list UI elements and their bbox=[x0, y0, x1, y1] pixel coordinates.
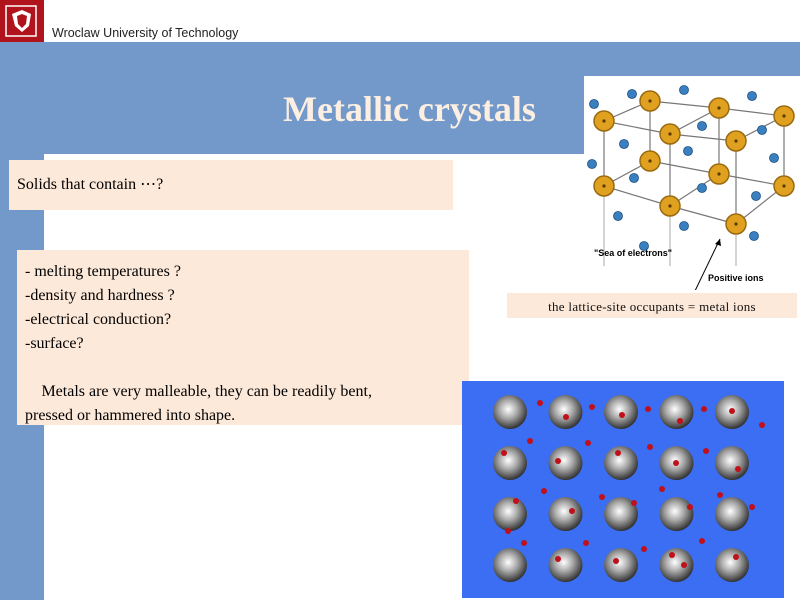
institution-name: Wroclaw University of Technology bbox=[52, 26, 239, 40]
free-electron bbox=[583, 540, 589, 546]
free-electron bbox=[555, 458, 561, 464]
electron bbox=[770, 154, 779, 163]
free-electron bbox=[749, 504, 755, 510]
question-text: Solids that contain ⋯? bbox=[17, 176, 164, 193]
free-electron bbox=[677, 418, 683, 424]
electron bbox=[614, 212, 623, 221]
metal-ion-sphere bbox=[660, 395, 694, 429]
free-electron bbox=[541, 488, 547, 494]
free-electron bbox=[647, 444, 653, 450]
electron bbox=[628, 90, 637, 99]
metal-ion-sphere bbox=[604, 395, 638, 429]
metal-ion-sphere bbox=[549, 446, 583, 480]
metal-ion-sphere bbox=[549, 395, 583, 429]
free-electron bbox=[505, 528, 511, 534]
bullet-surface: -surface? bbox=[25, 335, 84, 352]
lattice-caption: the lattice-site occupants = metal ions bbox=[548, 299, 756, 314]
ion-charge-mark bbox=[668, 204, 671, 207]
ion-charge-mark bbox=[717, 172, 720, 175]
free-electron bbox=[615, 450, 621, 456]
free-electron bbox=[701, 406, 707, 412]
free-electron bbox=[569, 508, 575, 514]
free-electron bbox=[501, 450, 507, 456]
ion-sphere-model-figure bbox=[462, 381, 784, 598]
metal-ion-sphere bbox=[604, 446, 638, 480]
free-electron bbox=[585, 440, 591, 446]
metal-ion-sphere bbox=[715, 497, 749, 531]
bullet-conduction: -electrical conduction? bbox=[25, 311, 172, 328]
free-electron bbox=[631, 500, 637, 506]
metal-ion-sphere bbox=[493, 548, 527, 582]
slide-title: Metallic crystals bbox=[283, 89, 536, 129]
free-electron bbox=[599, 494, 605, 500]
free-electron bbox=[717, 492, 723, 498]
malleability-note-line2: pressed or hammered into shape. bbox=[25, 407, 236, 424]
positive-ions-label: Positive ions bbox=[708, 273, 764, 283]
free-electron bbox=[729, 408, 735, 414]
free-electron bbox=[733, 554, 739, 560]
free-electron bbox=[537, 400, 543, 406]
electron bbox=[698, 184, 707, 193]
electron bbox=[758, 126, 767, 135]
ion-charge-mark bbox=[668, 132, 671, 135]
free-electron bbox=[759, 422, 765, 428]
metal-ion-sphere bbox=[493, 497, 527, 531]
ion-charge-mark bbox=[734, 222, 737, 225]
free-electron bbox=[589, 404, 595, 410]
metal-ion-sphere bbox=[493, 395, 527, 429]
malleability-note-line1: Metals are very malleable, they can be readily bent, bbox=[25, 383, 356, 400]
metal-ion-sphere bbox=[493, 446, 527, 480]
metal-ion-sphere bbox=[604, 548, 638, 582]
ion-charge-mark bbox=[602, 184, 605, 187]
free-electron bbox=[687, 504, 693, 510]
free-electron bbox=[619, 412, 625, 418]
free-electron bbox=[735, 466, 741, 472]
electron bbox=[630, 174, 639, 183]
free-electron bbox=[645, 406, 651, 412]
arrow-head bbox=[715, 239, 721, 246]
free-electron bbox=[613, 558, 619, 564]
free-electron bbox=[673, 460, 679, 466]
metal-ion-sphere bbox=[660, 497, 694, 531]
metal-ion-sphere bbox=[549, 548, 583, 582]
electron bbox=[684, 147, 693, 156]
sea-of-electrons-label: "Sea of electrons" bbox=[594, 248, 673, 258]
lattice-caption-box bbox=[507, 293, 797, 318]
electron bbox=[752, 192, 761, 201]
ion-charge-mark bbox=[602, 119, 605, 122]
electron bbox=[590, 100, 599, 109]
electron bbox=[588, 160, 597, 169]
metallic-lattice-figure bbox=[584, 76, 800, 290]
free-electron bbox=[699, 538, 705, 544]
spacer bbox=[25, 356, 461, 380]
ion-charge-mark bbox=[648, 99, 651, 102]
free-electron bbox=[659, 486, 665, 492]
metal-ion-sphere bbox=[715, 446, 749, 480]
bullet-density: -density and hardness ? bbox=[25, 287, 175, 304]
electron bbox=[750, 232, 759, 241]
free-electron bbox=[521, 540, 527, 546]
free-electron bbox=[641, 546, 647, 552]
metal-ion-sphere bbox=[660, 548, 694, 582]
free-electron bbox=[527, 438, 533, 444]
university-logo bbox=[0, 0, 44, 42]
metal-ion-sphere bbox=[715, 548, 749, 582]
electron bbox=[680, 86, 689, 95]
electron bbox=[698, 122, 707, 131]
free-electron bbox=[681, 562, 687, 568]
free-electron bbox=[555, 556, 561, 562]
ion-charge-mark bbox=[782, 184, 785, 187]
electron bbox=[680, 222, 689, 231]
free-electron bbox=[513, 498, 519, 504]
electron bbox=[620, 140, 629, 149]
ion-charge-mark bbox=[734, 139, 737, 142]
free-electron bbox=[703, 448, 709, 454]
ion-charge-mark bbox=[648, 159, 651, 162]
ion-charge-mark bbox=[782, 114, 785, 117]
free-electron bbox=[563, 414, 569, 420]
electron bbox=[748, 92, 757, 101]
bullet-melting: - melting temperatures ? bbox=[25, 263, 181, 280]
question-box bbox=[9, 160, 453, 210]
properties-box bbox=[17, 250, 469, 425]
metal-ion-sphere bbox=[549, 497, 583, 531]
ion-charge-mark bbox=[717, 106, 720, 109]
free-electron bbox=[669, 552, 675, 558]
